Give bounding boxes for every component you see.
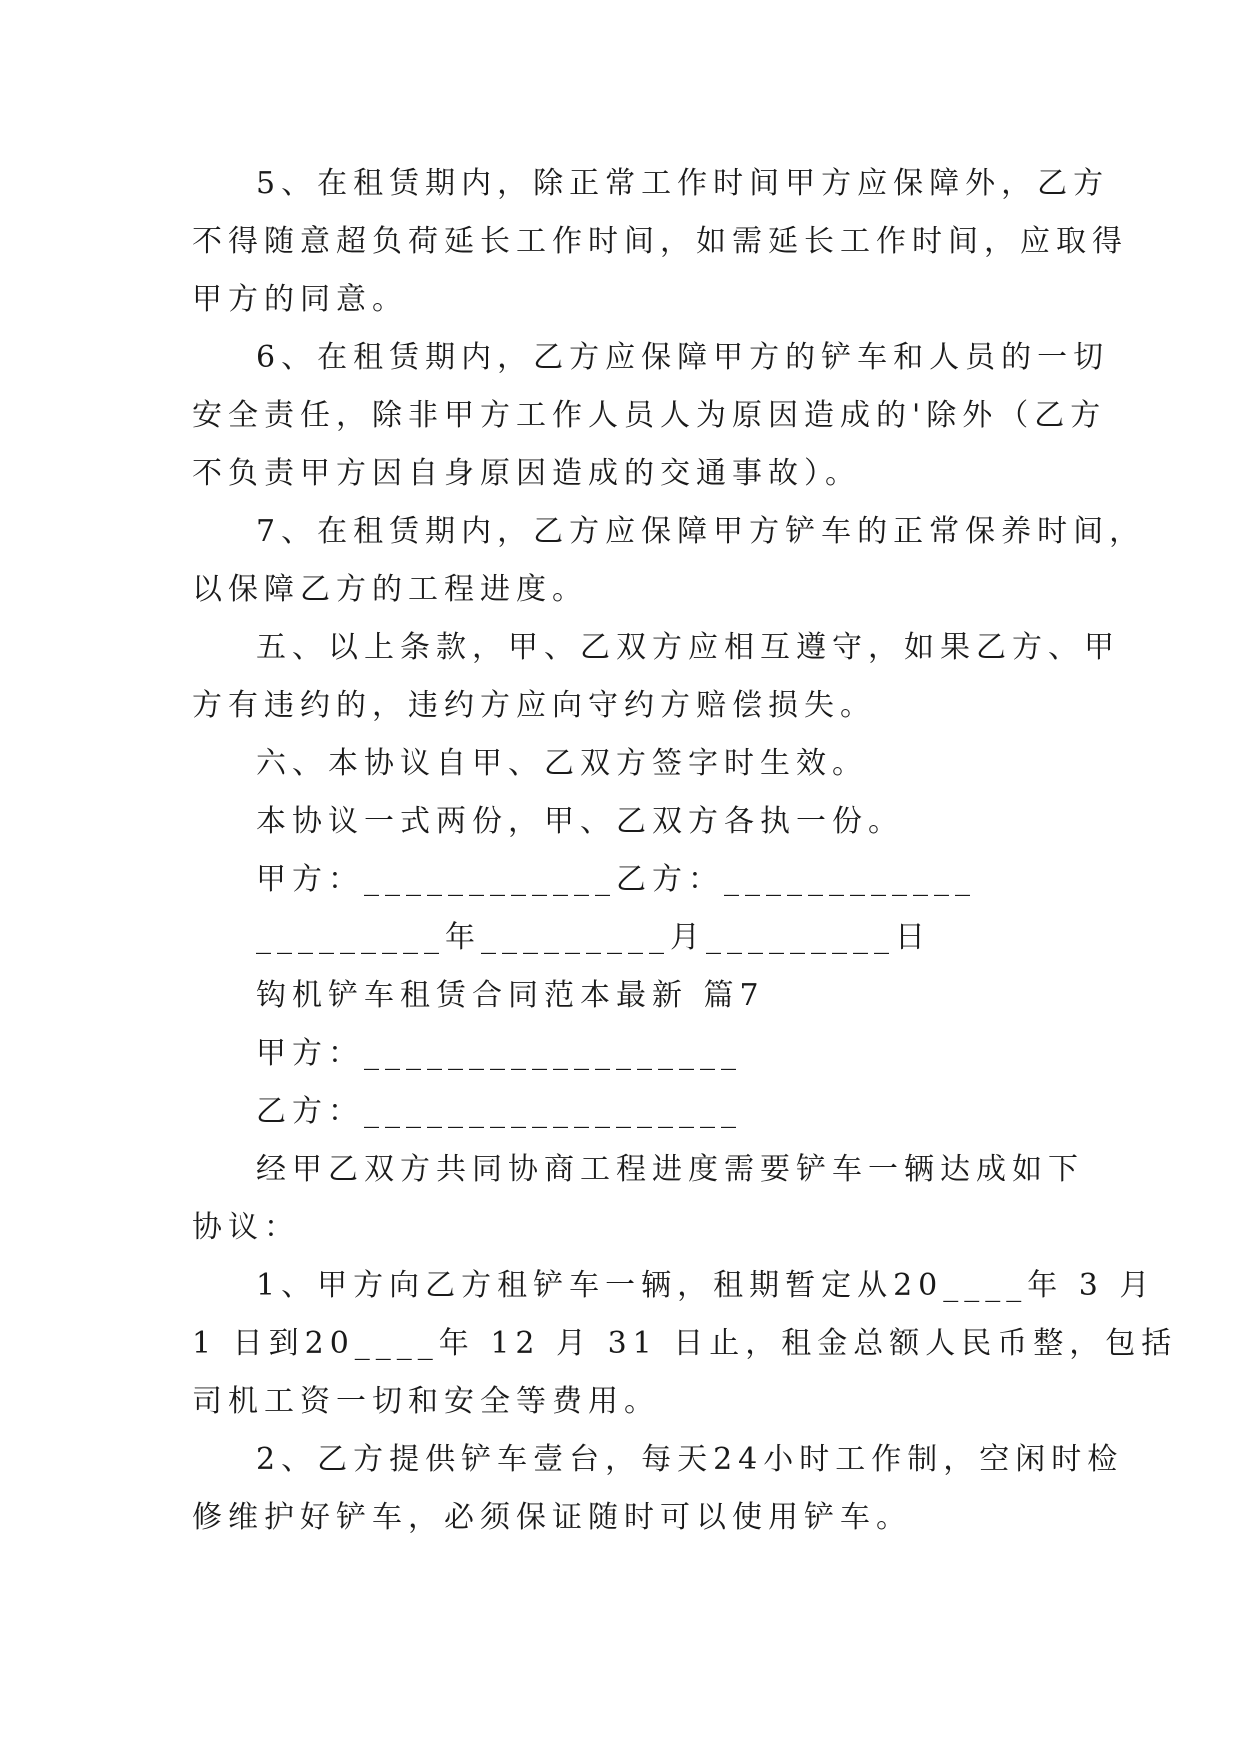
paragraph-line: 司机工资一切和安全等费用。 [192, 1384, 660, 1419]
paragraph-line: 安全责任，除非甲方工作人员人为原因造成的'除外（乙方 [192, 398, 1107, 433]
party-a-line: 甲方：__________________ [256, 1036, 742, 1071]
paragraph-line: 经甲乙双方共同协商工程进度需要铲车一辆达成如下 [256, 1152, 1084, 1187]
paragraph-line: 协议： [192, 1210, 300, 1245]
paragraph-line: 2、乙方提供铲车壹台，每天24小时工作制，空闲时检 [256, 1442, 1124, 1477]
paragraph-line: 五、以上条款，甲、乙双方应相互遵守，如果乙方、甲 [256, 630, 1120, 665]
paragraph-line: 以保障乙方的工程进度。 [192, 572, 588, 607]
paragraph-line: 不负责甲方因自身原因造成的交通事故）。 [192, 456, 861, 491]
paragraph-line: 1 日到20____年 12 月 31 日止，租金总额人民币整，包括 [192, 1326, 1178, 1361]
section-title: 钩机铲车租赁合同范本最新 篇7 [256, 978, 765, 1013]
signature-line: 甲方：____________乙方：____________ [256, 862, 976, 897]
paragraph-line: 六、本协议自甲、乙双方签字时生效。 [256, 746, 868, 781]
paragraph-line: 甲方的同意。 [192, 282, 408, 317]
paragraph-line: 方有违约的，违约方应向守约方赔偿损失。 [192, 688, 876, 723]
document-page [192, 155, 1178, 1547]
paragraph-line: 1、甲方向乙方租铲车一辆，租期暂定从20____年 3 月 [256, 1268, 1156, 1303]
date-line: _________年_________月_________日 [256, 920, 931, 955]
paragraph-line: 7、在租赁期内，乙方应保障甲方铲车的正常保养时间， [256, 514, 1146, 549]
paragraph-line: 本协议一式两份，甲、乙双方各执一份。 [256, 804, 904, 839]
paragraph-line: 不得随意超负荷延长工作时间，如需延长工作时间，应取得 [192, 224, 1128, 259]
paragraph-line: 修维护好铲车，必须保证随时可以使用铲车。 [192, 1500, 912, 1535]
paragraph-line: 5、在租赁期内，除正常工作时间甲方应保障外，乙方 [256, 166, 1110, 201]
party-b-line: 乙方：__________________ [256, 1094, 742, 1129]
paragraph-line: 6、在租赁期内，乙方应保障甲方的铲车和人员的一切 [256, 340, 1110, 375]
